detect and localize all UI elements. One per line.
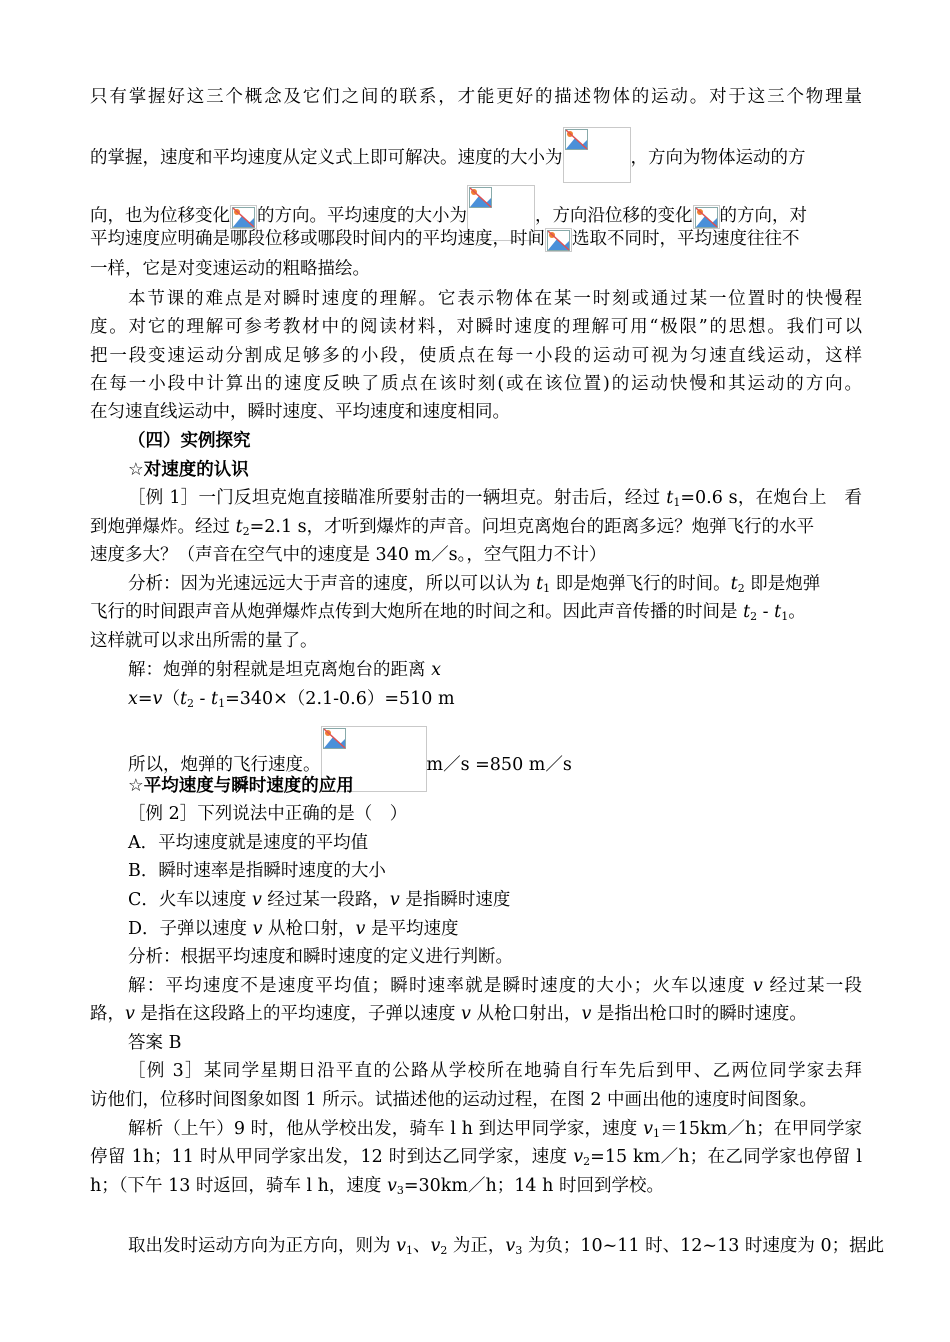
example-line: ［例 3］某同学星期日沿平直的公路从学校所在地骑自行车先后到甲、乙两位同学家去拜 <box>128 1061 862 1081</box>
equation-line: $x=v(t_2 - t_1=340\times(2.1-0.6)=510$ m <box>128 689 455 710</box>
analysis-line: 这样就可以求出所需的量了。 <box>90 631 318 651</box>
broken-image-icon <box>323 728 347 750</box>
example-line: ［例 1］一门反坦克炮直接瞄准所要射击的一辆坦克。射击后，经过 $t_1=0.6$ s，在炮台上 看 <box>128 488 862 509</box>
option-a: A．平均速度就是速度的平均值 <box>128 833 369 853</box>
paragraph-line: 平均速度应明确是哪段位移或哪段时间内的平均速度，时间 选取不同时，平均速度往往不 <box>90 227 862 252</box>
question-line: ［例 2］下列说法中正确的是（ ） <box>128 804 408 824</box>
solution-line: 解：平均速度不是速度平均值；瞬时速率就是瞬时速度的大小；火车以速度 v 经过某一段 <box>128 976 863 996</box>
paragraph-line: 把一段变速运动分割成足够多的小段，使质点在每一小段的运动可视为匀速直线运动，这样 <box>90 346 862 366</box>
solution-line: 路，v 是指在这段路上的平均速度，子弹以速度 v 从枪口射出，v 是指出枪口时的瞬时速度。 <box>90 1004 807 1024</box>
example-line: 到炮弹爆炸。经过 $t_2=2.1$ s，才听到爆炸的声音。问坦克离炮台的距离多远？炮弹飞行的水平 <box>90 517 815 538</box>
paragraph-line: 只有掌握好这三个概念及它们之间的联系，才能更好的描述物体的运动。对于这三个物理量 <box>90 87 862 107</box>
paragraph-line: 的掌握，速度和平均速度从定义式上即可解决。速度的大小为 ，方向为物体运动的方 <box>90 127 862 183</box>
section-heading: ☆平均速度与瞬时速度的应用 <box>128 776 354 796</box>
analysis-line: 解析（上午）9 时，他从学校出发，骑车 l h 到达甲同学家，速度 $v_1=15km/h$；在甲同学家 <box>128 1119 862 1140</box>
option-d: D．子弹以速度 v 从枪口射，v 是平均速度 <box>128 919 459 939</box>
analysis-line: h；（下午 13 时返回，骑车 l h，速度 $v_3=30km/h$；14 h 时回到学校。 <box>90 1176 664 1197</box>
section-heading: （四）实例探究 <box>128 431 251 451</box>
section-heading: ☆对速度的认识 <box>128 460 249 480</box>
option-b: B．瞬时速率是指瞬时速度的大小 <box>128 861 386 881</box>
analysis-line: 分析：因为光速远远大于声音的速度，所以可以认为 $t_1$ 即是炮弹飞行的时间。$t_2$ 即是炮弹 <box>128 574 821 595</box>
formula-image <box>693 205 720 229</box>
formula-image <box>230 205 257 229</box>
formula-image <box>563 127 631 183</box>
analysis-line: 取出发时运动方向为正方向，则为 $v_1$、$v_2$ 为正，$v_3$ 为负；10~11 时、12~13 时速度为 0；据此 <box>128 1236 885 1257</box>
broken-image-icon <box>695 207 719 229</box>
paragraph-line: 一样，它是对变速运动的粗略描绘。 <box>90 259 370 279</box>
broken-image-icon <box>565 129 589 151</box>
analysis-line: 停留 1h；11 时从甲同学家出发，12 时到达乙同学家，速度 $v_2=15$ km／h；在乙同学家也停留 l <box>90 1147 862 1168</box>
solution-line: 解：炮弹的射程就是坦克离炮台的距离 x <box>128 660 441 680</box>
solution-line: 所以，炮弹的飞行速度。 m／s =850 m／s <box>128 726 900 792</box>
option-c: C．火车以速度 v 经过某一段路，v 是指瞬时速度 <box>128 890 511 910</box>
analysis-line: 分析：根据平均速度和瞬时速度的定义进行判断。 <box>128 947 513 967</box>
answer-line: 答案 B <box>128 1033 182 1053</box>
paragraph-line: 本节课的难点是对瞬时速度的理解。它表示物体在某一时刻或通过某一位置时的快慢程 <box>128 289 862 309</box>
broken-image-icon <box>232 207 256 229</box>
paragraph-line: 在匀速直线运动中，瞬时速度、平均速度和速度相同。 <box>90 402 510 422</box>
formula-image <box>545 228 572 252</box>
analysis-line: 飞行的时间跟声音从炮弹爆炸点传到大炮所在地的时间之和。因此声音传播的时间是 $t_2 - t_1$。 <box>90 602 806 623</box>
paragraph-line: 度。对它的理解可参考教材中的阅读材料，对瞬时速度的理解可用“极限”的思想。我们可以 <box>90 317 862 337</box>
example-line: 访他们，位移时间图象如图 1 所示。试描述他的运动过程，在图 2 中画出他的速度时间图象。 <box>90 1090 818 1110</box>
broken-image-icon <box>547 230 571 252</box>
paragraph-line: 向，也为位移变化 的方向。平均速度的大小为 ，方向沿位移的变化 的方向，对 <box>90 185 862 241</box>
example-line: 速度多大？（声音在空气中的速度是 340 m／s。，空气阻力不计） <box>90 545 607 565</box>
broken-image-icon <box>469 187 493 209</box>
paragraph-line: 在每一小段中计算出的速度反映了质点在该时刻(或在该位置)的运动快慢和其运动的方向。 <box>90 374 862 394</box>
